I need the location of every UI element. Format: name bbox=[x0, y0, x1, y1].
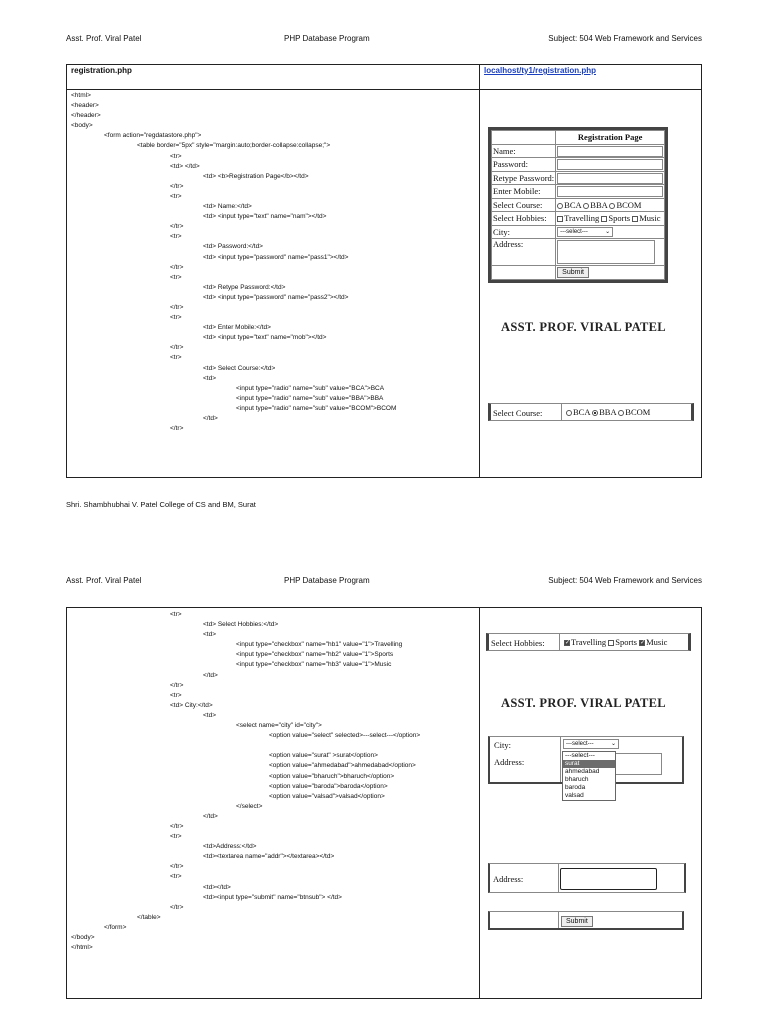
header-title: PHP Database Program bbox=[284, 34, 370, 43]
name-input[interactable] bbox=[557, 146, 663, 157]
strip-course-label: Select Course: bbox=[493, 408, 543, 418]
file-name: registration.php bbox=[71, 66, 132, 75]
address-textarea[interactable] bbox=[557, 240, 655, 264]
strip-submit-button[interactable]: Submit bbox=[561, 916, 593, 927]
header-subject-2: Subject: 504 Web Framework and Services bbox=[548, 576, 702, 585]
city-option[interactable]: bharuch bbox=[565, 776, 589, 783]
bba-label: BBA bbox=[590, 199, 608, 210]
header-author: Asst. Prof. Viral Patel bbox=[66, 34, 142, 43]
address-label: Address: bbox=[492, 239, 556, 266]
mobile-input[interactable] bbox=[557, 186, 663, 197]
strip-checkbox-music-checked[interactable]: ✓ bbox=[640, 640, 646, 647]
chevron-down-icon: ⌄ bbox=[605, 229, 611, 236]
radio-bca[interactable] bbox=[557, 203, 563, 209]
hobbies-label: Select Hobbies: bbox=[492, 212, 556, 226]
watermark-2: ASST. PROF. VIRAL PATEL bbox=[501, 696, 666, 710]
hobbies-strip bbox=[486, 633, 691, 651]
strip-city-selected: ---select--- bbox=[566, 741, 594, 747]
code-output-box-2 bbox=[66, 607, 702, 999]
city-option[interactable]: ---select--- bbox=[565, 752, 595, 759]
strip-radio-bca[interactable] bbox=[566, 410, 572, 416]
header-subject: Subject: 504 Web Framework and Services bbox=[548, 34, 702, 43]
checkbox-travelling[interactable] bbox=[557, 216, 563, 222]
strip-travelling-label: Travelling bbox=[571, 637, 607, 647]
header-author-2: Asst. Prof. Viral Patel bbox=[66, 576, 142, 585]
strip-checkbox-sports[interactable] bbox=[608, 640, 614, 646]
strip-bcom-label: BCOM bbox=[625, 407, 651, 417]
radio-bcom[interactable] bbox=[609, 203, 615, 209]
url-link[interactable]: localhost/ty1/registration.php bbox=[484, 66, 597, 75]
travelling-label: Travelling bbox=[564, 213, 600, 224]
code-listing: <html> <header> </header> <body> <form action="regdatastore.php"> <table border="5px" style="margin:auto;border-collapse:collapse;"> <tr> <td> </td> <td> <b>Registration Page</b></td> </tr> <tr> <td> Name:</td> <td> <input type="text" name="nam"></td> </tr> <tr> <td> Password:</td> <td> <input type="password" name="pass1"></td> </tr> <tr> <td> Retype Password:</td> <td> <input type="password" name="pass2"></td> </tr> <tr> <td> Enter Mobile:</td> <td> <input type="text" name="mob"></td> </tr> <tr> <td> Select Course:</td> <td> <input type="radio" name="sub" value="BCA">BCA <input type="radio" name="sub" value="BBA">BBA <input type="radio" name="sub" value="BCOM">BCOM </td> </tr> bbox=[71, 92, 397, 433]
checkbox-sports[interactable] bbox=[601, 216, 607, 222]
code-listing-2: <tr> <td> Select Hobbies:</td> <td> <input type="checkbox" name="hb1" value="1">Travelling <input type="checkbox" name="hb2" value="1">Sports <input type="checkbox" name="hb3" value="1">Music </td> </tr> <tr> <td> City:</td> <td> <select name="city" id="city"> <option value="select" selected>---select---</option> <option value="surat" >surat</option> <option value="ahmedabad">ahmedabad</option> <option value="bharuch">bharuch</option> <option value="baroda">baroda</option> <option value="valsad">valsad</option> </select> </td> </tr> <tr> <td>Address:</td> <td><textarea name="addr"></textarea></td> </tr> <tr> <td></td> <td><input type="submit" name="btnsub"> </td> </tr> </table> </form> </body> </html> bbox=[71, 611, 421, 952]
strip-address-label-2: Address: bbox=[493, 874, 524, 884]
city-label: City: bbox=[492, 225, 556, 239]
radio-bba[interactable] bbox=[583, 203, 589, 209]
bcom-label: BCOM bbox=[616, 199, 642, 210]
strip-city-label: City: bbox=[494, 740, 512, 750]
course-strip bbox=[488, 403, 694, 421]
checkbox-music[interactable] bbox=[632, 216, 638, 222]
form-title: Registration Page bbox=[556, 131, 665, 145]
strip-hobbies-label: Select Hobbies: bbox=[491, 638, 545, 648]
music-label: Music bbox=[639, 213, 661, 224]
address-textarea-focused[interactable] bbox=[560, 868, 657, 890]
strip-bba-label: BBA bbox=[599, 407, 617, 417]
city-selected-value: ---select--- bbox=[560, 229, 588, 236]
page-footer: Shri. Shambhubhai V. Patel College of CS and BM, Surat bbox=[66, 500, 256, 509]
strip-music-label: Music bbox=[646, 637, 668, 647]
retype-label: Retype Password: bbox=[493, 172, 555, 183]
strip-radio-bba-selected[interactable] bbox=[592, 410, 598, 416]
password-label: Password: bbox=[492, 158, 556, 172]
header-title-2: PHP Database Program bbox=[284, 576, 370, 585]
strip-bca-label: BCA bbox=[573, 407, 591, 417]
submit-strip bbox=[488, 911, 684, 930]
strip-radio-bcom[interactable] bbox=[618, 410, 624, 416]
course-label: Select Course: bbox=[492, 198, 556, 212]
city-option[interactable]: baroda bbox=[565, 784, 586, 791]
bca-label: BCA bbox=[564, 199, 582, 210]
password-input[interactable] bbox=[557, 159, 663, 170]
city-dropdown-list bbox=[562, 751, 616, 801]
city-option[interactable]: valsad bbox=[565, 792, 584, 799]
submit-button[interactable]: Submit bbox=[557, 267, 589, 278]
strip-address-label: Address: bbox=[494, 757, 525, 767]
address-strip bbox=[488, 863, 686, 893]
registration-form bbox=[488, 127, 668, 283]
city-option[interactable]: ahmedabad bbox=[565, 768, 600, 775]
city-option-highlighted[interactable]: surat bbox=[563, 760, 615, 768]
name-label: Name: bbox=[492, 144, 556, 158]
code-output-box bbox=[66, 64, 702, 478]
sports-label: Sports bbox=[608, 213, 631, 224]
strip-city-select[interactable] bbox=[563, 739, 619, 749]
strip-checkbox-travelling-checked[interactable]: ✓ bbox=[565, 640, 571, 647]
watermark: ASST. PROF. VIRAL PATEL bbox=[501, 320, 666, 334]
strip-sports-label: Sports bbox=[615, 637, 637, 647]
city-select[interactable] bbox=[557, 227, 613, 237]
chevron-down-icon: ⌄ bbox=[610, 741, 616, 747]
mobile-label: Enter Mobile: bbox=[492, 185, 556, 199]
retype-password-input[interactable] bbox=[557, 173, 663, 184]
